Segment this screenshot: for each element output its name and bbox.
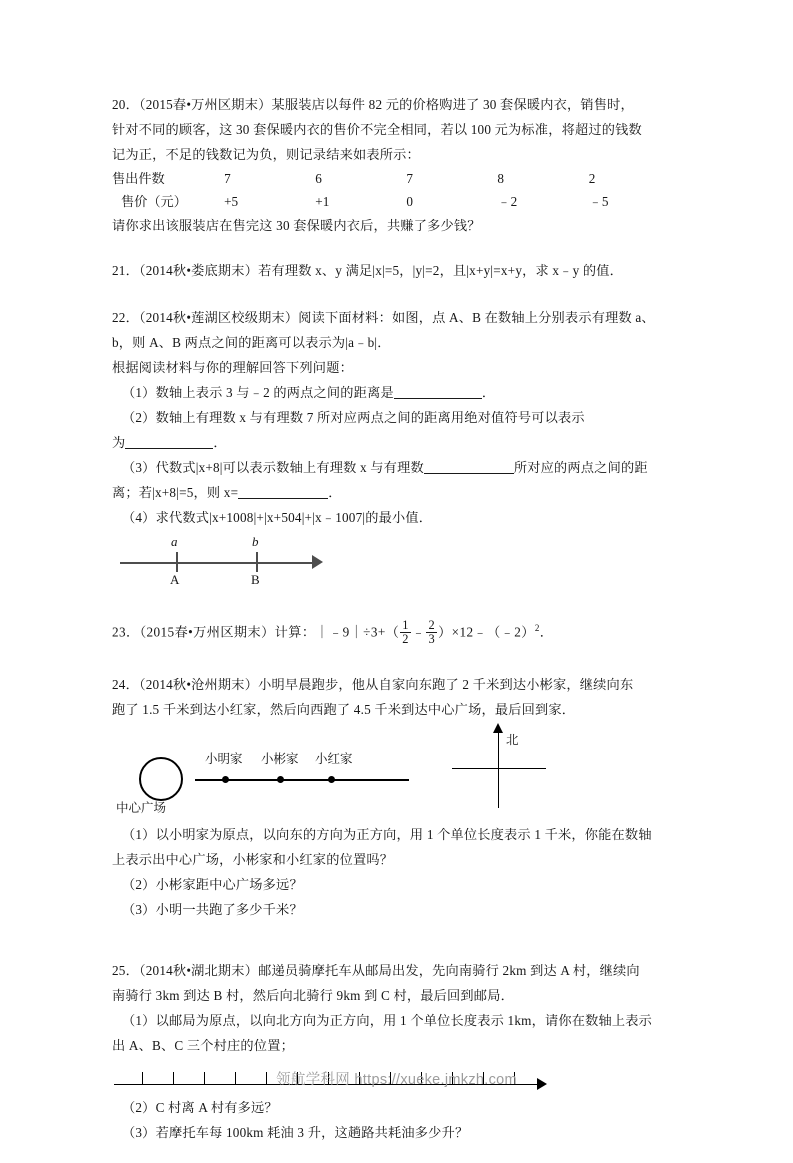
fraction-one-half <box>400 619 411 646</box>
problem-22-sub-2-line-1: （2）数轴上有理数 x 与有理数 7 所对应两点之间的距离用绝对值符号可以表示 <box>122 410 585 425</box>
problem-24-sub-3: （3）小明一共跑了多少千米？ <box>122 901 303 917</box>
problem-22-sub-2-prefix: 为 <box>112 435 126 450</box>
location-label-xiaobin: 小彬家 <box>261 751 299 766</box>
problem-22-sub-4: （4）求代数式|x+1008|+|x+504|+|x﹣1007|的最小值． <box>122 510 433 525</box>
tick-mark-b <box>256 552 258 572</box>
table-cell: 8 <box>497 171 504 186</box>
problem-22-text-line-3: 根据阅读材料与你的理解回答下列问题： <box>112 360 353 375</box>
table-cell: ﹣2 <box>497 194 518 209</box>
problem-25-sub-1-line-1: （1）以邮局为原点，以向北方向为正方向，用 1 个单位长度表示 1km，请你在数轴上表示 <box>122 1012 653 1028</box>
fraction-numerator: 2 <box>428 617 436 632</box>
table-cell: 0 <box>406 194 414 209</box>
problem-24-figure-road-map <box>112 728 680 820</box>
plaza-circle-icon <box>139 757 183 801</box>
problem-20-text-line-2: 针对不同的顾客，这 30 套保暖内衣的售价不完全相同，若以 100 元为标准，将超过的钱数 <box>112 122 642 137</box>
problem-21-text-line-1: 21．（2014秋•娄底期末）若有理数 x、y 满足|x|=5，|y|=2，且|x+y|=x+y，求 x﹣y 的值． <box>112 263 624 278</box>
problem-22-sub-3-text: （3）代数式|x+8|可以表示数轴上有理数 x 与有理数 <box>122 460 424 475</box>
problem-20-text-line-1: 20．（2015春•万州区期末）某服装店以每件 82 元的价格购进了 30 套保暖内衣，销售时， <box>112 97 634 112</box>
footer-watermark: 领航学科网 https://xueke.jmkzh.com <box>276 1072 517 1088</box>
table-row-label: 售出件数 <box>112 171 165 186</box>
problem-24-sub-2: （2）小彬家距中心广场多远？ <box>122 876 303 892</box>
point-label-a-value: a <box>171 534 178 549</box>
problem-22-text-line-1: 22．（2014秋•莲湖区校级期末）阅读下面材料：如图，点 A、B 在数轴上分别表示有理数 a、 <box>112 310 655 325</box>
problem-23 <box>112 616 680 646</box>
location-label-xiaohong: 小红家 <box>315 751 353 766</box>
problem-25-text-line-1: 25．（2014秋•湖北期末）邮递员骑摩托车从邮局出发，先向南骑行 2km 到达 A 村，继续向 <box>112 962 640 978</box>
table-cell: ﹣5 <box>588 194 609 209</box>
problem-20 <box>112 92 680 238</box>
tick-mark-a <box>176 552 178 572</box>
table-cell: 2 <box>588 171 596 186</box>
answer-blank[interactable] <box>394 385 482 399</box>
answer-blank[interactable] <box>125 435 213 449</box>
problem-20-question: 请你求出该服装店在售完这 30 套保暖内衣后，共赚了多少钱？ <box>112 218 481 233</box>
problem-25-text-line-2: 南骑行 3km 到达 B 村，然后向北骑行 9km 到 C 村，最后回到邮局． <box>112 987 514 1003</box>
problem-20-data-table <box>112 167 680 213</box>
fraction-two-thirds <box>426 619 437 646</box>
problem-20-text-line-3: 记为正，不足的钱数记为负，则记录结来如表所示： <box>112 147 420 162</box>
axis-line <box>120 562 318 564</box>
table-cell: 7 <box>224 171 231 186</box>
table-cell: 6 <box>315 171 322 186</box>
table-row <box>112 167 680 190</box>
problem-24-text-line-2: 跑了 1.5 千米到达小红家，然后向西跑了 4.5 千米到达中心广场，最后回到家． <box>112 701 576 717</box>
location-dot-xiaohong <box>328 776 335 783</box>
problem-22-sub-3-text2: 离；若|x+8|=5，则 x= <box>112 485 239 500</box>
problem-22-figure-number-line <box>112 534 680 592</box>
worksheet-body <box>112 92 680 1163</box>
location-dot-xiaoming <box>222 776 229 783</box>
compass-north-arrow-icon <box>493 723 503 733</box>
answer-blank[interactable] <box>424 460 514 474</box>
problem-24-sub-1-line-1: （1）以小明家为原点，以向东的方向为正方向，用 1 个单位长度表示 1 千米，你能在数轴 <box>122 826 652 842</box>
compass-horizontal-axis <box>452 768 546 769</box>
table-row-label: 售价（元） <box>121 194 187 209</box>
exponent: 2 <box>534 623 540 633</box>
problem-22-sub-2-period: ． <box>213 435 227 450</box>
problem-25 <box>112 958 680 1145</box>
fraction-numerator: 1 <box>402 617 409 632</box>
problem-24-sub-1-line-2: 上表示出中心广场，小彬家和小红家的位置吗？ <box>112 851 394 867</box>
problem-25-sub-1-line-2: 出 A、B、C 三个村庄的位置； <box>112 1037 294 1053</box>
problem-23-expression <box>112 616 680 646</box>
problem-22-sub-1-text: （1）数轴上表示 3 与﹣2 的两点之间的距离是 <box>122 385 394 400</box>
problem-23-suffix: ）×12﹣（﹣2） <box>438 624 535 640</box>
location-label-xiaoming: 小明家 <box>205 751 243 766</box>
point-label-a: A <box>170 572 180 587</box>
problem-25-sub-2: （2）C 村离 A 村有多远？ <box>122 1099 278 1115</box>
problem-24-text-line-1: 24．（2014秋•沧州期末）小明早晨跑步，他从自家向东跑了 2 千米到达小彬家，继续向东 <box>112 676 634 692</box>
problem-25-sub-3: （3）若摩托车每 100km 耗油 3 升，这趟路共耗油多少升？ <box>122 1124 469 1140</box>
location-label-plaza: 中心广场 <box>116 800 167 815</box>
compass-north-label: 北 <box>506 732 519 747</box>
fraction-denominator: 3 <box>428 631 436 646</box>
table-cell: +5 <box>224 194 239 209</box>
problem-23-minus: ﹣ <box>411 624 426 640</box>
point-label-b: B <box>251 572 260 587</box>
problem-22-sub-3-tail: 所对应的两点之间的距 <box>513 460 648 475</box>
location-dot-xiaobin <box>277 776 284 783</box>
problem-23-prefix: 23．（2015春•万州区期末）计算：｜﹣9｜÷3+（ <box>112 624 400 640</box>
problem-23-tail: ． <box>539 624 554 640</box>
point-label-b-value: b <box>252 534 259 549</box>
problem-22-sub-3-line-1 <box>112 455 680 480</box>
problem-22 <box>112 305 680 592</box>
compass-vertical-axis <box>498 732 499 808</box>
answer-blank[interactable] <box>238 485 328 499</box>
problem-22-sub-2-line-2 <box>112 430 680 455</box>
problem-24 <box>112 672 680 922</box>
table-cell: 7 <box>406 171 414 186</box>
problem-22-text-line-2: b，则 A、B 两点之间的距离可以表示为|a﹣b|． <box>112 335 391 350</box>
fraction-denominator: 2 <box>402 631 409 646</box>
axis-arrow-icon <box>312 555 323 569</box>
table-row <box>112 190 680 213</box>
problem-21 <box>112 258 680 283</box>
problem-22-sub-1-period: ． <box>481 385 496 400</box>
problem-22-sub-3-period: ． <box>328 485 342 500</box>
table-cell: +1 <box>315 194 330 209</box>
problem-22-sub-3-line-2 <box>112 480 680 505</box>
problem-22-sub-1 <box>112 380 680 405</box>
